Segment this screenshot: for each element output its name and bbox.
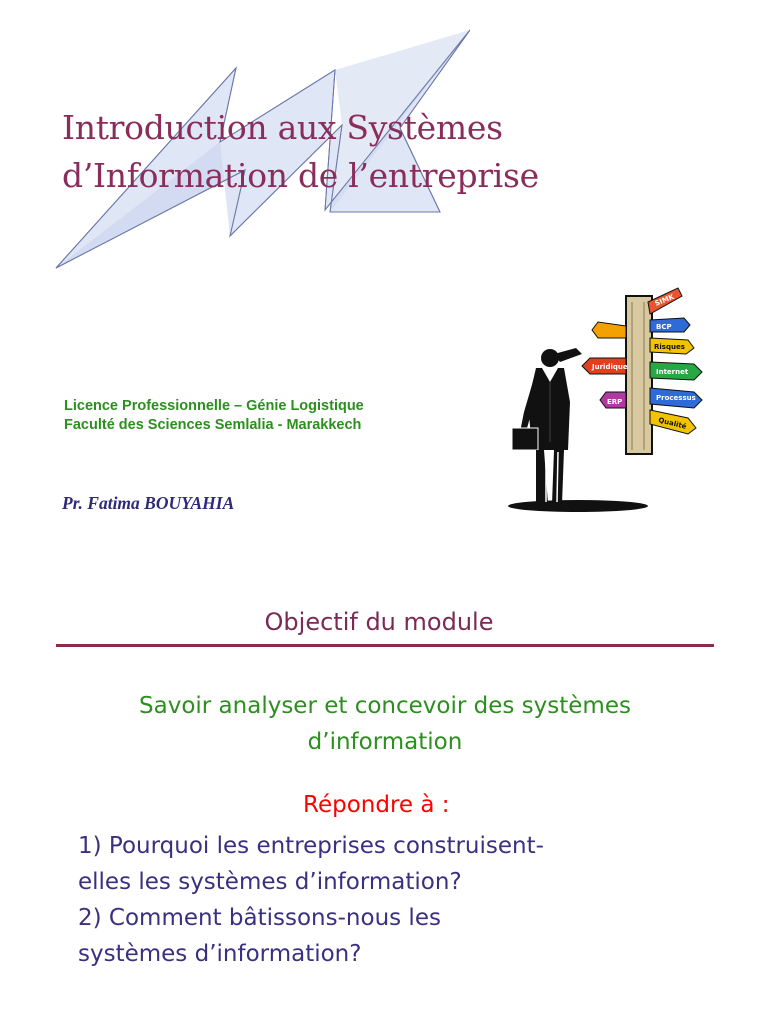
subtitle: [64, 397, 364, 435]
slide-title: [62, 104, 539, 200]
heading-divider: [56, 644, 714, 647]
sign-label: Juridique: [592, 363, 628, 371]
question-line: 2) Comment bâtissons-nous les: [78, 905, 441, 931]
businessman-signpost-illustration: [498, 282, 713, 517]
slide-2: [0, 560, 768, 1024]
subtitle-line: Faculté des Sciences Semlalia - Marakkech: [64, 417, 362, 433]
title-line: d’Information de l’entreprise: [62, 156, 539, 195]
sign-label: BCP: [656, 323, 672, 331]
respond-label: Répondre à :: [303, 792, 450, 818]
sign-label: Qualité: [657, 416, 688, 431]
objective-line: Savoir analyser et concevoir des systèmes: [139, 693, 631, 719]
question-line: systèmes d’information?: [78, 941, 362, 967]
objective-line: d’information: [307, 729, 463, 755]
question-list: [78, 828, 544, 972]
question-line: elles les systèmes d’information?: [78, 869, 462, 895]
sign-label: SIMK: [653, 292, 676, 308]
question-line: 1) Pourquoi les entreprises construisent-: [78, 833, 544, 859]
title-line: Introduction aux Systèmes: [62, 108, 503, 147]
subtitle-line: Licence Professionnelle – Génie Logistique: [64, 398, 364, 414]
sign-label: Processus: [656, 394, 696, 402]
sign-label: ERP: [607, 398, 623, 406]
slide-heading: Objectif du module: [264, 608, 494, 636]
sign-label: Internet: [656, 368, 689, 376]
module-objective: [40, 688, 730, 760]
sign-label: Risques: [654, 343, 685, 351]
author-name: Pr. Fatima BOUYAHIA: [62, 493, 235, 513]
